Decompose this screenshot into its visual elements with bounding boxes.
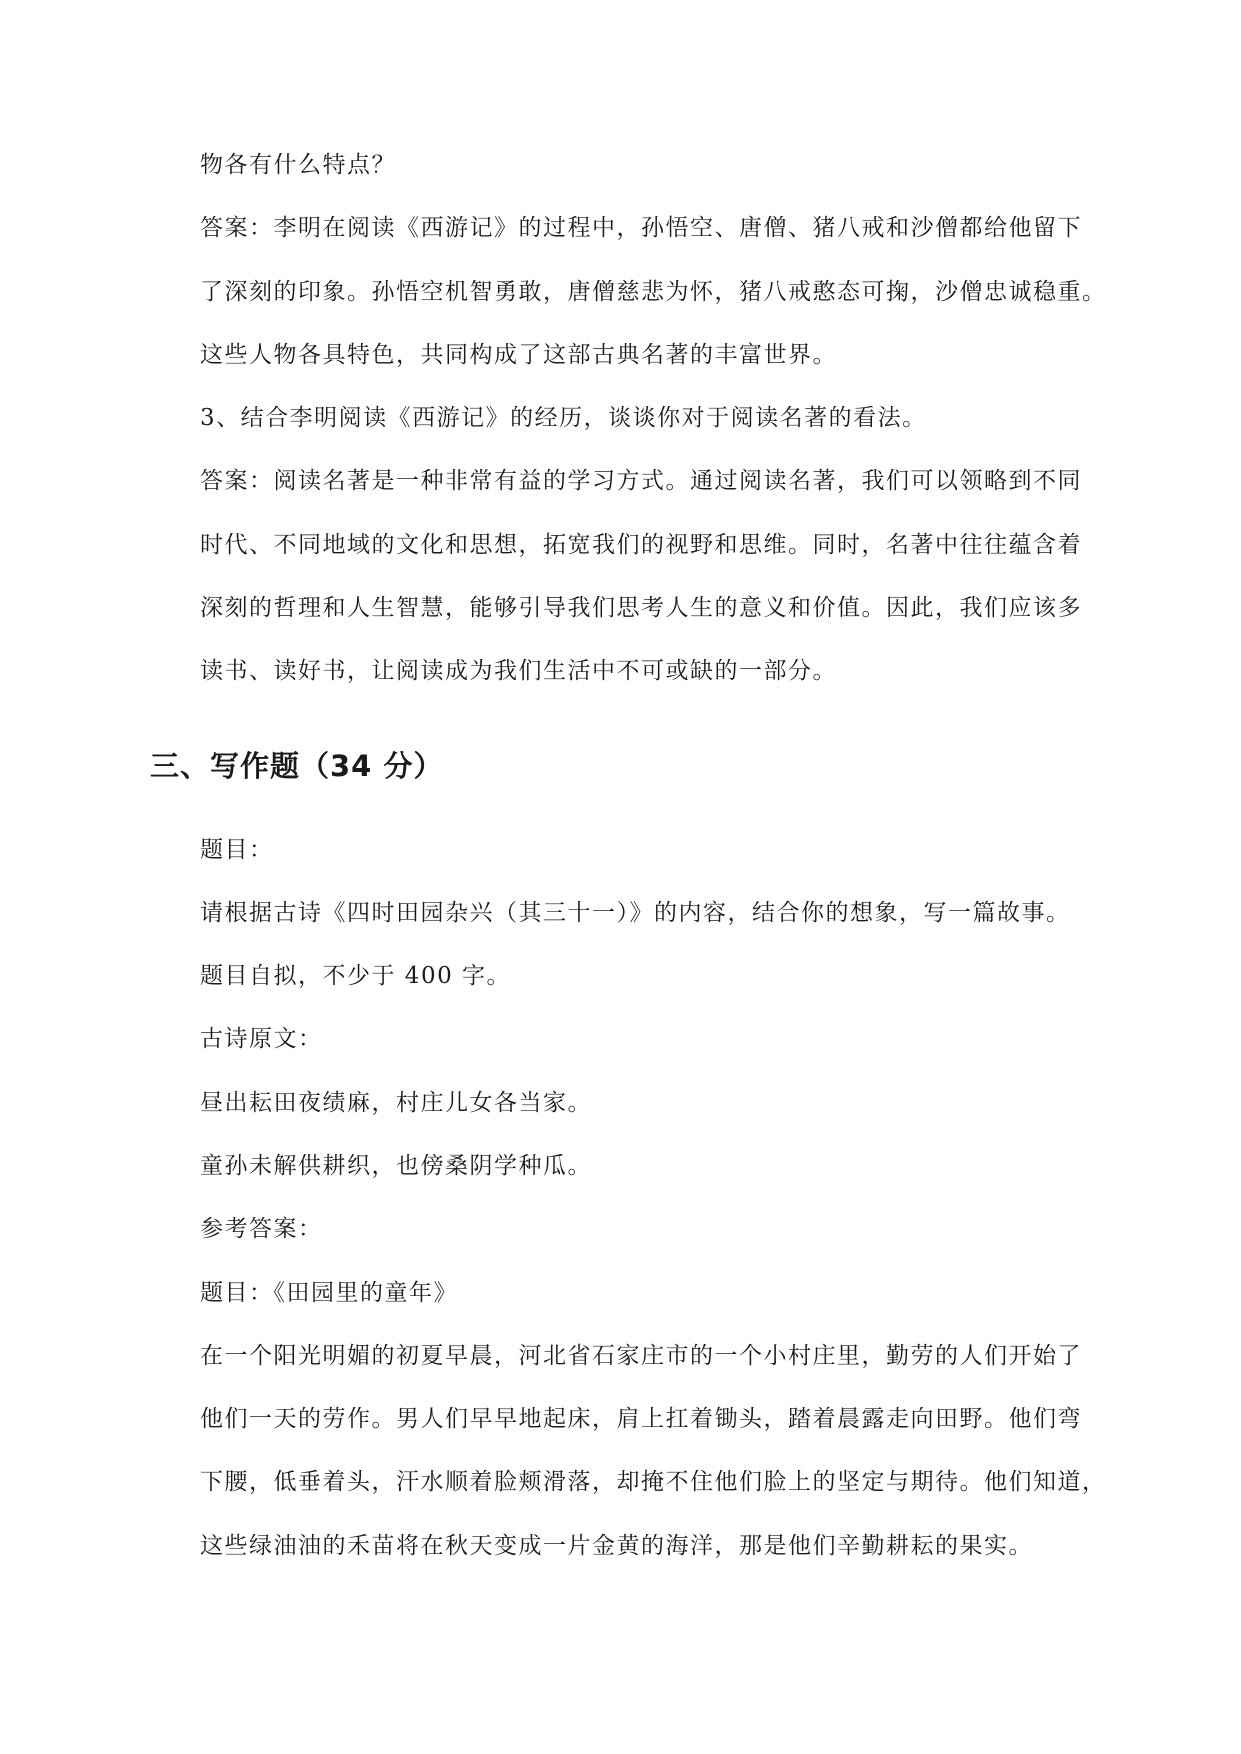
answer-2-line-1: 答案：李明在阅读《西游记》的过程中，孙悟空、唐僧、猪八戒和沙僧都给他留下	[200, 215, 1082, 241]
poem-line-1: 昼出耘田夜绩麻，村庄儿女各当家。	[200, 1090, 592, 1116]
reference-label: 参考答案：	[200, 1216, 323, 1242]
answer-2-line-2: 了深刻的印象。孙悟空机智勇敢，唐僧慈悲为怀，猪八戒憨态可掬，沙僧忠诚稳重。	[200, 279, 1107, 305]
reference-body-line-4: 这些绿油油的禾苗将在秋天变成一片金黄的海洋，那是他们辛勤耕耘的果实。	[200, 1533, 1033, 1559]
reference-body-line-3: 下腰，低垂着头，汗水顺着脸颊滑落，却掩不住他们脸上的坚定与期待。他们知道，	[200, 1469, 1107, 1495]
reference-title: 题目：《田园里的童年》	[200, 1280, 458, 1306]
poem-line-2: 童孙未解供耕织，也傍桑阴学种瓜。	[200, 1153, 592, 1179]
answer-3-line-1: 答案：阅读名著是一种非常有益的学习方式。通过阅读名著，我们可以领略到不同	[200, 468, 1082, 494]
question-3: 3、结合李明阅读《西游记》的经历，谈谈你对于阅读名著的看法。	[200, 405, 927, 431]
prompt-line-2: 题目自拟，不少于 400 字。	[200, 963, 512, 989]
answer-3-line-4: 读书、读好书，让阅读成为我们生活中不可或缺的一部分。	[200, 658, 837, 684]
reference-body-line-1: 在一个阳光明媚的初夏早晨，河北省石家庄市的一个小村庄里，勤劳的人们开始了	[200, 1343, 1082, 1369]
section-3-heading: 三、写作题（34 分）	[150, 749, 444, 783]
reference-body-line-2: 他们一天的劳作。男人们早早地起床，肩上扛着锄头，踏着晨露走向田野。他们弯	[200, 1406, 1082, 1432]
answer-2-line-3: 这些人物各具特色，共同构成了这部古典名著的丰富世界。	[200, 342, 837, 368]
prompt-line-1: 请根据古诗《四时田园杂兴（其三十一）》的内容，结合你的想象，写一篇故事。	[200, 900, 1071, 926]
poem-label: 古诗原文：	[200, 1026, 323, 1052]
answer-3-line-3: 深刻的哲理和人生智慧，能够引导我们思考人生的意义和价值。因此，我们应该多	[200, 595, 1082, 621]
prompt-label: 题目：	[200, 837, 274, 863]
answer-3-line-2: 时代、不同地域的文化和思想，拓宽我们的视野和思维。同时，名著中往往蕴含着	[200, 532, 1082, 558]
question-2-tail: 物各有什么特点？	[200, 152, 396, 178]
